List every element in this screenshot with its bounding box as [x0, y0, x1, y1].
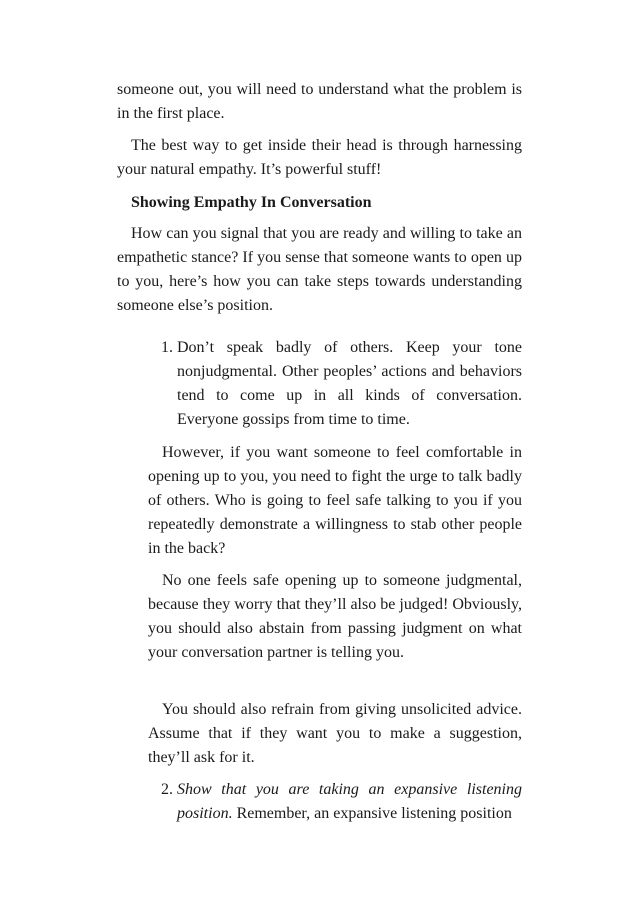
paragraph-signal-empathy: How can you signal that you are ready and willing to take an empathetic stance? If you sense that someone wants to open up to you, here’s how you can take steps towards understanding someone else’s position. [117, 225, 522, 314]
list-item-2-text [177, 778, 522, 826]
list-item-2-rest: Remember, an expansive listening position [232, 805, 512, 822]
paragraph-unsolicited-advice: You should also refrain from giving unsolicited advice. Assume that if they want you to make a suggestion, they’ll ask for it. [148, 701, 522, 766]
paragraph-urge-to-talk: However, if you want someone to feel comfortable in opening up to you, you need to fight the urge to talk badly of others. Who is going to feel safe talking to you if you repeatedly demonstrate a willingness to stab other people in the back? [148, 444, 522, 557]
section-heading: Showing Empathy In Conversation [131, 194, 372, 211]
paragraph-problem: someone out, you will need to understand what the problem is in the first place. [117, 81, 522, 122]
list-item-1-number: 1. [161, 339, 173, 356]
paragraph-judgmental: No one feels safe opening up to someone judgmental, because they worry that they’ll also be judged! Obviously, you should also abstain from passing judgment on what your conversation partner is telling you. [148, 572, 522, 661]
paragraph-empathy-intro: The best way to get inside their head is through harnessing your natural empathy. It’s powerful stuff! [117, 137, 522, 178]
list-item-2-number: 2. [161, 781, 173, 798]
list-item-1-text: Don’t speak badly of others. Keep your tone nonjudgmental. Other peoples’ actions and behaviors tend to come up in all kinds of conversation. Everyone gossips from time to time. [177, 339, 522, 428]
list-item-2-italic: Show that you are taking an expansive listening position. [177, 781, 522, 822]
